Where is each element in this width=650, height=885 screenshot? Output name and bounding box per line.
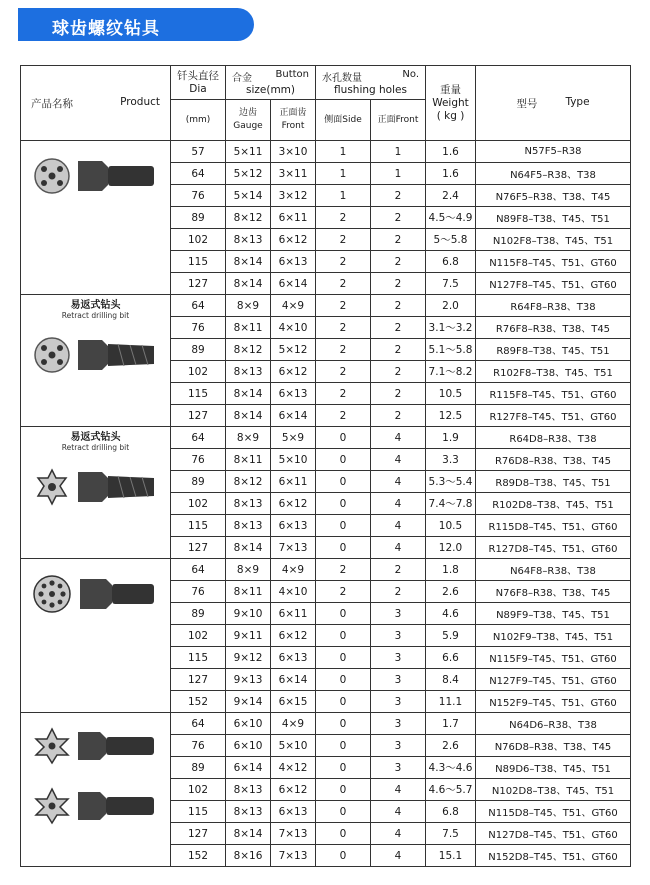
cell-type: R127D8–T45、T51、GT60	[476, 537, 631, 559]
header-product-en: Product	[120, 95, 160, 108]
cell-side: 2	[316, 317, 371, 339]
cell-weight: 7.4～7.8	[426, 493, 476, 515]
header-alloy-size: size(mm)	[245, 83, 295, 96]
cell-front: 6×14	[271, 273, 316, 295]
cell-hfront: 2	[371, 383, 426, 405]
header-front-cn: 正面齿	[279, 108, 307, 118]
cell-weight: 4.6～5.7	[426, 779, 476, 801]
cell-type: N89F8–T38、T45、T51	[476, 207, 631, 229]
cell-type: N64F8–R38、T38	[476, 559, 631, 581]
cell-type: N102F8–T38、T45、T51	[476, 229, 631, 251]
cell-side: 0	[316, 669, 371, 691]
cell-type: N102F9–T38、T45、T51	[476, 625, 631, 647]
header-alloy-en: Button	[275, 68, 309, 80]
cell-gauge: 9×13	[226, 669, 271, 691]
cell-gauge: 5×14	[226, 185, 271, 207]
cell-hfront: 2	[371, 559, 426, 581]
cell-dia: 76	[171, 185, 226, 207]
cell-type: R64F8–R38、T38	[476, 295, 631, 317]
title-banner	[18, 8, 254, 41]
cell-front: 6×12	[271, 361, 316, 383]
cell-side: 0	[316, 647, 371, 669]
cell-type: R127F8–T45、T51、GT60	[476, 405, 631, 427]
cell-gauge: 9×14	[226, 691, 271, 713]
cell-dia: 64	[171, 559, 226, 581]
cell-type: N76D8–R38、T38、T45	[476, 735, 631, 757]
cell-dia: 102	[171, 493, 226, 515]
cell-front: 3×10	[271, 141, 316, 163]
cell-side: 0	[316, 625, 371, 647]
cell-type: R76D8–R38、T38、T45	[476, 449, 631, 471]
header-gauge	[226, 100, 271, 141]
cell-gauge: 8×11	[226, 317, 271, 339]
product-caption-en: Retract drilling bit	[61, 443, 130, 452]
cell-hfront: 2	[371, 361, 426, 383]
cell-side: 2	[316, 405, 371, 427]
product-image-cell	[21, 559, 171, 713]
cell-hfront: 4	[371, 449, 426, 471]
cell-weight: 10.5	[426, 515, 476, 537]
cell-side: 0	[316, 691, 371, 713]
cell-dia: 102	[171, 361, 226, 383]
cell-gauge: 8×9	[226, 559, 271, 581]
cell-type: N115F9–T45、T51、GT60	[476, 647, 631, 669]
cell-weight: 4.3～4.6	[426, 757, 476, 779]
cell-hfront: 4	[371, 427, 426, 449]
cell-weight: 2.6	[426, 581, 476, 603]
cell-front: 6×13	[271, 383, 316, 405]
cell-gauge: 5×12	[226, 163, 271, 185]
cell-hfront: 1	[371, 141, 426, 163]
cell-weight: 1.6	[426, 163, 476, 185]
header-type-en: Type	[565, 95, 590, 108]
cell-hfront: 3	[371, 669, 426, 691]
cell-dia: 127	[171, 669, 226, 691]
cell-weight: 2.4	[426, 185, 476, 207]
cell-gauge: 8×12	[226, 339, 271, 361]
cell-weight: 7.1～8.2	[426, 361, 476, 383]
cell-weight: 1.6	[426, 141, 476, 163]
cell-weight: 15.1	[426, 845, 476, 867]
cell-hfront: 4	[371, 537, 426, 559]
cell-front: 7×13	[271, 823, 316, 845]
cell-dia: 115	[171, 515, 226, 537]
header-weight-cn: 重量	[440, 83, 461, 96]
cell-weight: 11.1	[426, 691, 476, 713]
cell-gauge: 8×9	[226, 295, 271, 317]
cell-front: 4×12	[271, 757, 316, 779]
cell-gauge: 6×10	[226, 735, 271, 757]
cell-front: 6×13	[271, 647, 316, 669]
cell-side: 2	[316, 383, 371, 405]
cell-weight: 3.1～3.2	[426, 317, 476, 339]
cell-gauge: 8×9	[226, 427, 271, 449]
cell-side: 0	[316, 471, 371, 493]
cell-hfront: 3	[371, 691, 426, 713]
cell-type: N152F9–T45、T51、GT60	[476, 691, 631, 713]
cell-weight: 7.5	[426, 273, 476, 295]
cell-hfront: 2	[371, 317, 426, 339]
header-type-cn: 型号	[516, 97, 538, 110]
cell-front: 6×15	[271, 691, 316, 713]
cell-gauge: 8×14	[226, 383, 271, 405]
cell-front: 6×11	[271, 207, 316, 229]
header-dia-cn: 钎头直径	[177, 69, 219, 82]
cell-type: N76F5–R38、T38、T45	[476, 185, 631, 207]
cell-weight: 10.5	[426, 383, 476, 405]
cell-side: 2	[316, 229, 371, 251]
header-front-en: Front	[281, 121, 305, 131]
cell-dia: 89	[171, 471, 226, 493]
cell-front: 4×9	[271, 559, 316, 581]
cell-weight: 5.9	[426, 625, 476, 647]
cell-hfront: 2	[371, 405, 426, 427]
cell-weight: 1.8	[426, 559, 476, 581]
cell-side: 0	[316, 603, 371, 625]
cell-hfront: 3	[371, 647, 426, 669]
cell-side: 0	[316, 427, 371, 449]
header-front-label: 正面Front	[377, 115, 419, 125]
header-holes	[316, 66, 426, 100]
cell-type: R64D8–R38、T38	[476, 427, 631, 449]
header-product-cn: 产品名称	[31, 97, 73, 110]
cell-side: 2	[316, 339, 371, 361]
header-holes-cn: 水孔数量	[322, 72, 362, 84]
cell-weight: 6.6	[426, 647, 476, 669]
cell-hfront: 2	[371, 339, 426, 361]
cell-weight: 12.0	[426, 537, 476, 559]
cell-hfront: 3	[371, 625, 426, 647]
cell-hfront: 2	[371, 273, 426, 295]
cell-type: N89F9–T38、T45、T51	[476, 603, 631, 625]
cell-weight: 2.6	[426, 735, 476, 757]
cell-gauge: 9×11	[226, 625, 271, 647]
cell-side: 2	[316, 207, 371, 229]
cell-weight: 4.5～4.9	[426, 207, 476, 229]
cell-type: N115F8–T45、T51、GT60	[476, 251, 631, 273]
cell-gauge: 8×14	[226, 273, 271, 295]
cell-gauge: 8×13	[226, 229, 271, 251]
header-weight-unit: ( kg )	[436, 109, 465, 122]
cell-weight: 4.6	[426, 603, 476, 625]
cell-side: 0	[316, 823, 371, 845]
cell-dia: 127	[171, 405, 226, 427]
cell-front: 6×13	[271, 251, 316, 273]
cell-dia: 115	[171, 383, 226, 405]
cell-front: 5×12	[271, 339, 316, 361]
cell-front: 3×11	[271, 163, 316, 185]
cell-gauge: 8×13	[226, 361, 271, 383]
cell-weight: 1.9	[426, 427, 476, 449]
cell-gauge: 8×16	[226, 845, 271, 867]
cell-gauge: 5×11	[226, 141, 271, 163]
cell-side: 0	[316, 713, 371, 735]
button-bit-flat-face-icon	[21, 141, 170, 214]
cell-weight: 5.1～5.8	[426, 339, 476, 361]
cell-type: R76F8–R38、T38、T45	[476, 317, 631, 339]
cell-front: 6×13	[271, 515, 316, 537]
cell-hfront: 4	[371, 801, 426, 823]
cell-gauge: 8×13	[226, 493, 271, 515]
cell-side: 0	[316, 449, 371, 471]
cell-front: 6×11	[271, 471, 316, 493]
cell-dia: 102	[171, 229, 226, 251]
cell-front: 5×10	[271, 449, 316, 471]
cell-front: 6×12	[271, 229, 316, 251]
table-row	[21, 141, 631, 163]
cell-front: 6×11	[271, 603, 316, 625]
cell-dia: 115	[171, 647, 226, 669]
table-row	[21, 295, 631, 317]
cell-hfront: 3	[371, 603, 426, 625]
cell-dia: 89	[171, 757, 226, 779]
product-image-cell	[21, 295, 171, 427]
header-front	[271, 100, 316, 141]
cell-dia: 64	[171, 427, 226, 449]
button-bit-drop-center-icon	[21, 713, 170, 846]
cell-gauge: 8×12	[226, 207, 271, 229]
cell-front: 4×9	[271, 713, 316, 735]
cell-side: 0	[316, 537, 371, 559]
cell-type: R102F8–T38、T45、T51	[476, 361, 631, 383]
cell-front: 6×14	[271, 669, 316, 691]
header-alloy-cn: 合金	[232, 72, 252, 84]
retract-bit-flat-face-icon	[21, 320, 170, 393]
cell-side: 0	[316, 493, 371, 515]
cell-dia: 102	[171, 625, 226, 647]
cell-side: 2	[316, 581, 371, 603]
cell-side: 2	[316, 295, 371, 317]
cell-front: 6×12	[271, 625, 316, 647]
cell-type: N152D8–T45、T51、GT60	[476, 845, 631, 867]
cell-dia: 76	[171, 317, 226, 339]
cell-weight: 3.3	[426, 449, 476, 471]
cell-type: N127F8–T45、T51、GT60	[476, 273, 631, 295]
product-image-cell	[21, 141, 171, 295]
cell-hfront: 2	[371, 229, 426, 251]
cell-weight: 1.7	[426, 713, 476, 735]
cell-side: 0	[316, 845, 371, 867]
cell-dia: 115	[171, 801, 226, 823]
cell-front: 3×12	[271, 185, 316, 207]
cell-gauge: 8×13	[226, 515, 271, 537]
cell-weight: 6.8	[426, 251, 476, 273]
cell-type: R102D8–T38、T45、T51	[476, 493, 631, 515]
table-row	[21, 713, 631, 735]
header-side-label: 侧面Side	[324, 115, 362, 125]
cell-hfront: 2	[371, 207, 426, 229]
cell-side: 0	[316, 735, 371, 757]
header-gauge-cn: 边齿	[238, 108, 257, 118]
cell-side: 2	[316, 559, 371, 581]
cell-dia: 64	[171, 713, 226, 735]
cell-weight: 5～5.8	[426, 229, 476, 251]
cell-hfront: 4	[371, 779, 426, 801]
cell-type: N64F5–R38、T38	[476, 163, 631, 185]
cell-type: N64D6–R38、T38	[476, 713, 631, 735]
cell-type: N57F5–R38	[476, 141, 631, 163]
product-caption-en: Retract drilling bit	[61, 311, 130, 320]
cell-type: R89F8–T38、T45、T51	[476, 339, 631, 361]
header-holes-en: No.	[402, 68, 419, 80]
header-dia-unit-text: (mm)	[185, 115, 211, 125]
cell-dia: 89	[171, 207, 226, 229]
cell-gauge: 8×13	[226, 779, 271, 801]
cell-type: R115D8–T45、T51、GT60	[476, 515, 631, 537]
cell-weight: 7.5	[426, 823, 476, 845]
cell-gauge: 8×14	[226, 537, 271, 559]
cell-weight: 6.8	[426, 801, 476, 823]
cell-dia: 152	[171, 691, 226, 713]
cell-gauge: 6×10	[226, 713, 271, 735]
cell-gauge: 9×10	[226, 603, 271, 625]
cell-gauge: 9×12	[226, 647, 271, 669]
header-weight	[426, 66, 476, 141]
cell-hfront: 3	[371, 735, 426, 757]
cell-gauge: 8×14	[226, 823, 271, 845]
cell-front: 4×9	[271, 295, 316, 317]
cell-type: N102D8–T38、T45、T51	[476, 779, 631, 801]
cell-type: N127D8–T45、T51、GT60	[476, 823, 631, 845]
cell-side: 2	[316, 273, 371, 295]
cell-type: N127F9–T45、T51、GT60	[476, 669, 631, 691]
cell-hfront: 2	[371, 251, 426, 273]
cell-hfront: 2	[371, 295, 426, 317]
cell-front: 6×13	[271, 801, 316, 823]
cell-hfront: 4	[371, 471, 426, 493]
cell-side: 2	[316, 361, 371, 383]
header-dia	[171, 66, 226, 100]
cell-side: 0	[316, 779, 371, 801]
cell-dia: 64	[171, 163, 226, 185]
cell-hfront: 3	[371, 757, 426, 779]
cell-dia: 89	[171, 603, 226, 625]
cell-dia: 64	[171, 295, 226, 317]
cell-dia: 76	[171, 735, 226, 757]
cell-dia: 127	[171, 537, 226, 559]
cell-weight: 2.0	[426, 295, 476, 317]
cell-type: N115D8–T45、T51、GT60	[476, 801, 631, 823]
cell-hfront: 4	[371, 845, 426, 867]
cell-front: 7×13	[271, 537, 316, 559]
cell-side: 2	[316, 251, 371, 273]
header-gauge-en: Gauge	[233, 121, 263, 131]
page-title: 球齿螺纹钻具	[52, 19, 160, 39]
cell-hfront: 2	[371, 581, 426, 603]
cell-hfront: 3	[371, 713, 426, 735]
cell-hfront: 2	[371, 185, 426, 207]
header-product	[21, 66, 171, 141]
cell-side: 0	[316, 515, 371, 537]
cell-dia: 76	[171, 449, 226, 471]
cell-front: 4×10	[271, 317, 316, 339]
cell-type: N76F8–R38、T38、T45	[476, 581, 631, 603]
cell-dia: 89	[171, 339, 226, 361]
cell-front: 6×14	[271, 405, 316, 427]
cell-front: 6×12	[271, 779, 316, 801]
cell-dia: 57	[171, 141, 226, 163]
header-holes-en2: flushing holes	[334, 83, 407, 96]
cell-front: 4×10	[271, 581, 316, 603]
cell-gauge: 6×14	[226, 757, 271, 779]
cell-front: 5×9	[271, 427, 316, 449]
cell-gauge: 8×11	[226, 449, 271, 471]
cell-side: 1	[316, 185, 371, 207]
cell-hfront: 1	[371, 163, 426, 185]
header-dia-unit	[171, 100, 226, 141]
header-dia-en: Dia	[189, 82, 207, 95]
header-type	[476, 66, 631, 141]
cell-weight: 12.5	[426, 405, 476, 427]
cell-dia: 115	[171, 251, 226, 273]
product-image-cell	[21, 713, 171, 867]
cell-front: 6×12	[271, 493, 316, 515]
cell-hfront: 4	[371, 823, 426, 845]
cell-dia: 152	[171, 845, 226, 867]
product-image-cell	[21, 427, 171, 559]
button-bit-convex-face-icon	[21, 559, 170, 632]
cell-gauge: 8×12	[226, 471, 271, 493]
cell-gauge: 8×14	[226, 251, 271, 273]
cell-side: 0	[316, 801, 371, 823]
cell-weight: 5.3～5.4	[426, 471, 476, 493]
cell-type: R115F8–T45、T51、GT60	[476, 383, 631, 405]
table-row	[21, 427, 631, 449]
product-caption-cn: 易返式钻头	[70, 300, 121, 311]
cell-gauge: 8×13	[226, 801, 271, 823]
cell-front: 7×13	[271, 845, 316, 867]
header-side-holes	[316, 100, 371, 141]
cell-side: 0	[316, 757, 371, 779]
cell-dia: 127	[171, 823, 226, 845]
cell-dia: 76	[171, 581, 226, 603]
cell-weight: 8.4	[426, 669, 476, 691]
header-weight-en: Weight	[432, 96, 469, 109]
cell-hfront: 4	[371, 515, 426, 537]
cell-type: N89D6–T38、T45、T51	[476, 757, 631, 779]
table-row	[21, 559, 631, 581]
product-caption-cn: 易返式钻头	[70, 432, 121, 443]
cell-side: 1	[316, 141, 371, 163]
retract-bit-drop-center-icon	[21, 452, 170, 525]
cell-gauge: 8×14	[226, 405, 271, 427]
cell-dia: 127	[171, 273, 226, 295]
cell-front: 5×10	[271, 735, 316, 757]
cell-hfront: 4	[371, 493, 426, 515]
cell-gauge: 8×11	[226, 581, 271, 603]
header-front-holes	[371, 100, 426, 141]
cell-type: R89D8–T38、T45、T51	[476, 471, 631, 493]
spec-table	[20, 65, 631, 867]
cell-dia: 102	[171, 779, 226, 801]
header-alloy	[226, 66, 316, 100]
cell-side: 1	[316, 163, 371, 185]
